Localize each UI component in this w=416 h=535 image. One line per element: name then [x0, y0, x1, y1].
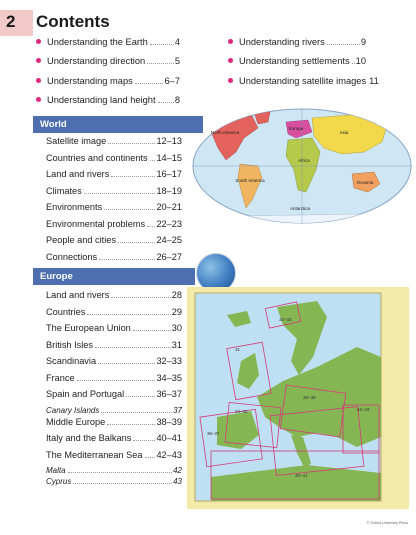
toc-entry[interactable]: [46, 340, 182, 357]
toc-entry-page: 16–17: [156, 169, 182, 179]
dot-leader: [133, 440, 155, 441]
toc-entry-label: Countries and continents: [46, 152, 148, 163]
toc-entry-label: Land and rivers: [46, 169, 110, 179]
toc-entry-page: 40–41: [156, 433, 182, 443]
dot-leader: [158, 102, 174, 103]
toc-entry-label: Understanding satellite images: [239, 75, 367, 86]
dot-leader: [107, 424, 155, 425]
toc-entry[interactable]: [46, 417, 182, 434]
label-africa: Africa: [298, 158, 310, 163]
toc-entry-page: 26–27: [156, 251, 182, 262]
toc-entry[interactable]: [46, 136, 182, 153]
toc-entry[interactable]: [46, 477, 182, 488]
toc-entry-page: 30: [171, 323, 182, 333]
map-label-34-35: 34–35: [235, 409, 248, 414]
map-label-31: 31: [235, 347, 241, 352]
label-antarctica: Antarctica: [289, 206, 311, 211]
toc-entry[interactable]: [46, 252, 182, 269]
toc-entry-label: Countries: [46, 306, 86, 317]
toc-entry-label: Understanding the Earth: [47, 37, 148, 47]
map-label-42-43: 42–43: [357, 407, 370, 412]
toc-entry-label: Understanding maps: [47, 75, 133, 86]
page-number: 2: [6, 12, 16, 31]
toc-entry-label: Environments: [46, 202, 103, 212]
bullet-icon: [36, 97, 41, 102]
dot-leader: [87, 314, 170, 315]
europe-contents-list: [46, 290, 182, 488]
toc-entry-page: 14–15: [156, 152, 182, 163]
map-label-36-37: 36–37: [207, 431, 220, 436]
toc-entry-page: 4: [174, 37, 180, 47]
toc-entry[interactable]: [46, 153, 182, 170]
toc-entry[interactable]: [46, 219, 182, 236]
toc-entry-page: 18–19: [156, 185, 182, 196]
bullet-icon: [228, 58, 233, 63]
dot-leader: [95, 347, 171, 348]
bullet-icon: [228, 39, 233, 44]
toc-entry-label: France: [46, 372, 75, 383]
page-title: Contents: [36, 12, 110, 31]
toc-entry-page: 31: [171, 339, 182, 350]
toc-entry-page: 6–7: [164, 75, 180, 86]
dot-leader: [84, 193, 156, 194]
dot-leader: [68, 472, 173, 473]
toc-entry[interactable]: [46, 202, 182, 219]
world-contents-list: [46, 136, 182, 268]
dot-leader: [77, 380, 156, 381]
toc-entry-label: Scandinavia: [46, 356, 97, 366]
toc-entry[interactable]: [46, 450, 182, 467]
bullet-icon: [36, 39, 41, 44]
toc-entry-label: Environmental problems: [46, 218, 146, 229]
toc-entry-label: Understanding direction: [47, 56, 146, 67]
dot-leader: [126, 396, 155, 397]
toc-entry[interactable]: [46, 389, 182, 406]
toc-entry-page: 37: [173, 405, 182, 415]
toc-entry-page: 9: [360, 37, 366, 47]
intro-list-right: [228, 37, 379, 95]
toc-entry-page: 22–23: [156, 218, 182, 229]
toc-entry-label: Satellite image: [46, 136, 107, 146]
label-north-america: North America: [210, 130, 240, 135]
toc-entry[interactable]: [46, 169, 182, 186]
map-label-32-33: 32–33: [279, 317, 292, 322]
toc-entry-page: 10: [355, 56, 366, 67]
toc-entry-label: The Mediterranean Sea: [46, 449, 143, 460]
dot-leader: [147, 63, 174, 64]
map-label-38-39: 38–39: [303, 395, 316, 400]
bullet-icon: [36, 78, 41, 83]
dot-leader: [104, 209, 155, 210]
label-asia: Asia: [339, 130, 349, 135]
toc-entry[interactable]: [46, 235, 182, 252]
bullet-icon: [228, 78, 233, 83]
toc-entry[interactable]: [46, 433, 182, 450]
toc-entry[interactable]: [46, 186, 182, 203]
toc-entry[interactable]: [46, 323, 182, 340]
world-map: [192, 108, 412, 224]
toc-entry-page: 42–43: [156, 449, 182, 460]
toc-entry-label: Climates: [46, 185, 82, 196]
copyright-note: © Oxford University Press: [366, 521, 408, 525]
toc-entry-label: Cyprus: [46, 477, 72, 486]
page-number-tab: [0, 10, 33, 36]
dot-leader: [145, 457, 156, 458]
dot-leader: [99, 259, 155, 260]
dot-leader: [101, 412, 172, 413]
toc-entry-label: Understanding settlements: [239, 56, 350, 67]
toc-entry-label: Middle Europe: [46, 416, 106, 427]
toc-entry[interactable]: [46, 290, 182, 307]
toc-entry-label: Understanding rivers: [239, 37, 325, 47]
dot-leader: [327, 44, 360, 45]
toc-entry[interactable]: [228, 56, 366, 75]
toc-entry-label: Italy and the Balkans: [46, 433, 132, 443]
toc-entry-page: 12–13: [156, 136, 182, 146]
toc-entry[interactable]: [46, 373, 182, 390]
toc-entry-label: British Isles: [46, 339, 93, 350]
dot-leader: [150, 44, 174, 45]
dot-leader: [108, 143, 155, 144]
toc-entry-page: 38–39: [156, 416, 182, 427]
toc-entry-page: 32–33: [156, 356, 182, 366]
toc-entry[interactable]: [36, 76, 180, 95]
toc-entry[interactable]: [46, 307, 182, 324]
dot-leader: [118, 242, 155, 243]
toc-entry-label: Canary Islands: [46, 405, 100, 415]
toc-entry-label: People and cities: [46, 235, 116, 245]
toc-entry[interactable]: [46, 406, 182, 417]
dot-leader: [98, 363, 155, 364]
toc-entry[interactable]: [36, 95, 180, 114]
intro-list-left: [36, 37, 180, 114]
dot-leader: [133, 330, 171, 331]
toc-entry[interactable]: [46, 466, 182, 477]
europe-map: [187, 287, 409, 509]
toc-entry-page: 36–37: [156, 389, 182, 399]
toc-entry-page: 11: [369, 75, 379, 86]
toc-entry-page: 8: [174, 94, 180, 105]
toc-entry-page: 43: [173, 477, 182, 486]
toc-entry-label: Land and rivers: [46, 290, 110, 300]
toc-entry-label: The European Union: [46, 323, 131, 333]
toc-entry[interactable]: [46, 356, 182, 373]
toc-entry-page: 29: [171, 306, 182, 317]
dot-leader: [135, 83, 164, 84]
toc-entry-label: Spain and Portugal: [46, 389, 125, 399]
toc-entry-page: 28: [171, 290, 182, 300]
dot-leader: [73, 483, 172, 484]
toc-entry[interactable]: [36, 37, 180, 56]
toc-entry-label: Connections: [46, 251, 98, 262]
section-heading-world: World: [33, 116, 203, 133]
toc-entry[interactable]: [228, 75, 379, 95]
dot-leader: [111, 297, 170, 298]
bullet-icon: [36, 58, 41, 63]
map-label-40-41: 40–41: [295, 473, 308, 478]
dot-leader: [147, 226, 155, 227]
toc-entry-page: 24–25: [156, 235, 182, 245]
label-oceania: Oceania: [356, 180, 374, 185]
dot-leader: [111, 176, 155, 177]
toc-entry[interactable]: [36, 56, 180, 75]
toc-entry-label: Understanding land height: [47, 94, 156, 105]
toc-entry-label: Malta: [46, 466, 66, 475]
toc-entry[interactable]: [228, 37, 366, 56]
toc-entry-page: 42: [173, 466, 182, 475]
section-heading-europe: Europe: [33, 268, 195, 285]
toc-entry-page: 34–35: [156, 372, 182, 383]
toc-entry-page: 5: [174, 56, 180, 67]
toc-entry-page: 20–21: [156, 202, 182, 212]
label-south-america: South America: [235, 178, 265, 183]
label-europe: Europe: [288, 126, 304, 131]
dot-leader: [352, 63, 355, 64]
dot-leader: [150, 160, 156, 161]
